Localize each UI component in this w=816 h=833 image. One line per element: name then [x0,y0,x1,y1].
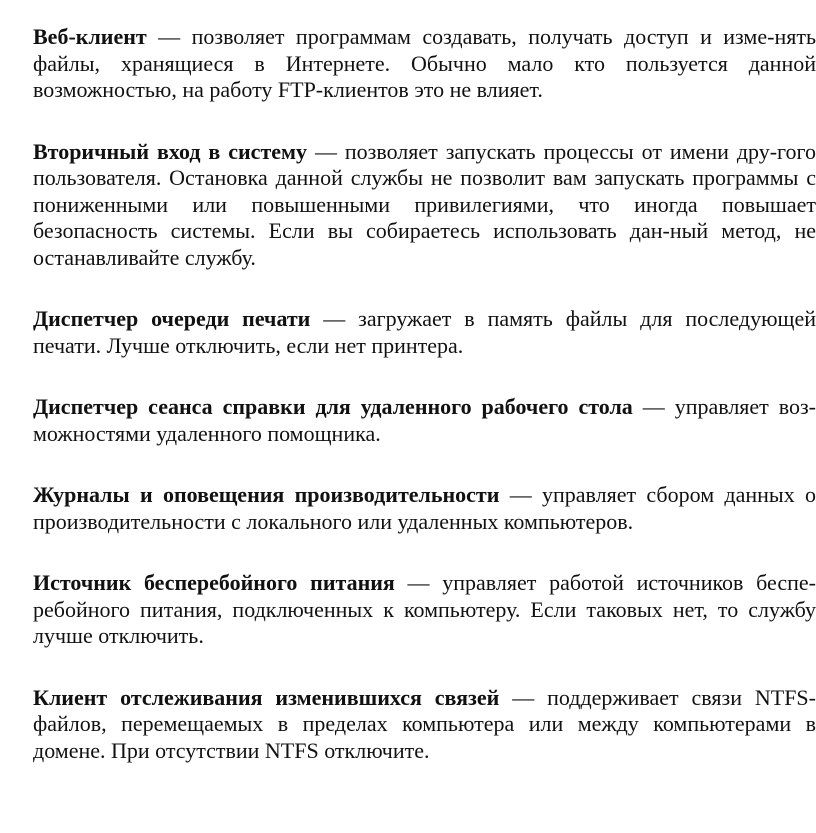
entry-term: Диспетчер очереди печати [33,306,311,331]
entry-text: — позволяет запускать процессы от имени дру-гого пользователя. Остановка данной службы не позволит вам запускать программы с пониженными или повышенными привилегиями, что иногда повышает безопасность системы. Если вы собираетесь использовать дан-ный метод, не останавливайте службу. [33,138,816,270]
entry-term: Источник бесперебойного питания [33,570,395,595]
entry-text: — управляет работой источников беспе-ребойного питания, подключенных к компьютеру. Если таковых нет, то службу лучше отключить. [33,570,816,648]
entry-performance-logs [33,482,816,535]
entry-print-spooler [33,306,816,359]
entry-text: — поддерживает связи NTFS-файлов, перемещаемых в пределах компьютера или между компьютерами в домене. При отсутствии NTFS отключите. [33,684,816,763]
document-page [33,24,816,764]
entry-web-client [33,24,816,104]
entry-ups [33,570,816,650]
entry-term: Журналы и оповещения производительности [33,482,500,507]
entry-text: — позволяет программам создавать, получать доступ и изме-нять файлы, хранящиеся в Интернете. Обычно мало кто пользуется данной возможностью, на работу FTP-клиентов это не влияет. [33,24,816,102]
entry-text: — загружает в память файлы для последующей печати. Лучше отключить, если нет принтера. [33,306,816,358]
entry-term: Диспетчер сеанса справки для удаленного рабочего стола [33,394,633,419]
entry-link-tracking [33,685,816,765]
entry-term: Клиент отслеживания изменившихся связей [33,684,500,710]
entry-remote-help-session [33,394,816,447]
entry-secondary-logon [33,139,816,272]
entry-term: Вторичный вход в систему [33,138,308,164]
entry-text: — управляет сбором данных о производительности с локального или удаленных компьютеров. [33,482,816,534]
entry-text: — управляет воз-можностями удаленного помощника. [33,394,816,446]
entry-term: Веб-клиент [33,24,147,49]
